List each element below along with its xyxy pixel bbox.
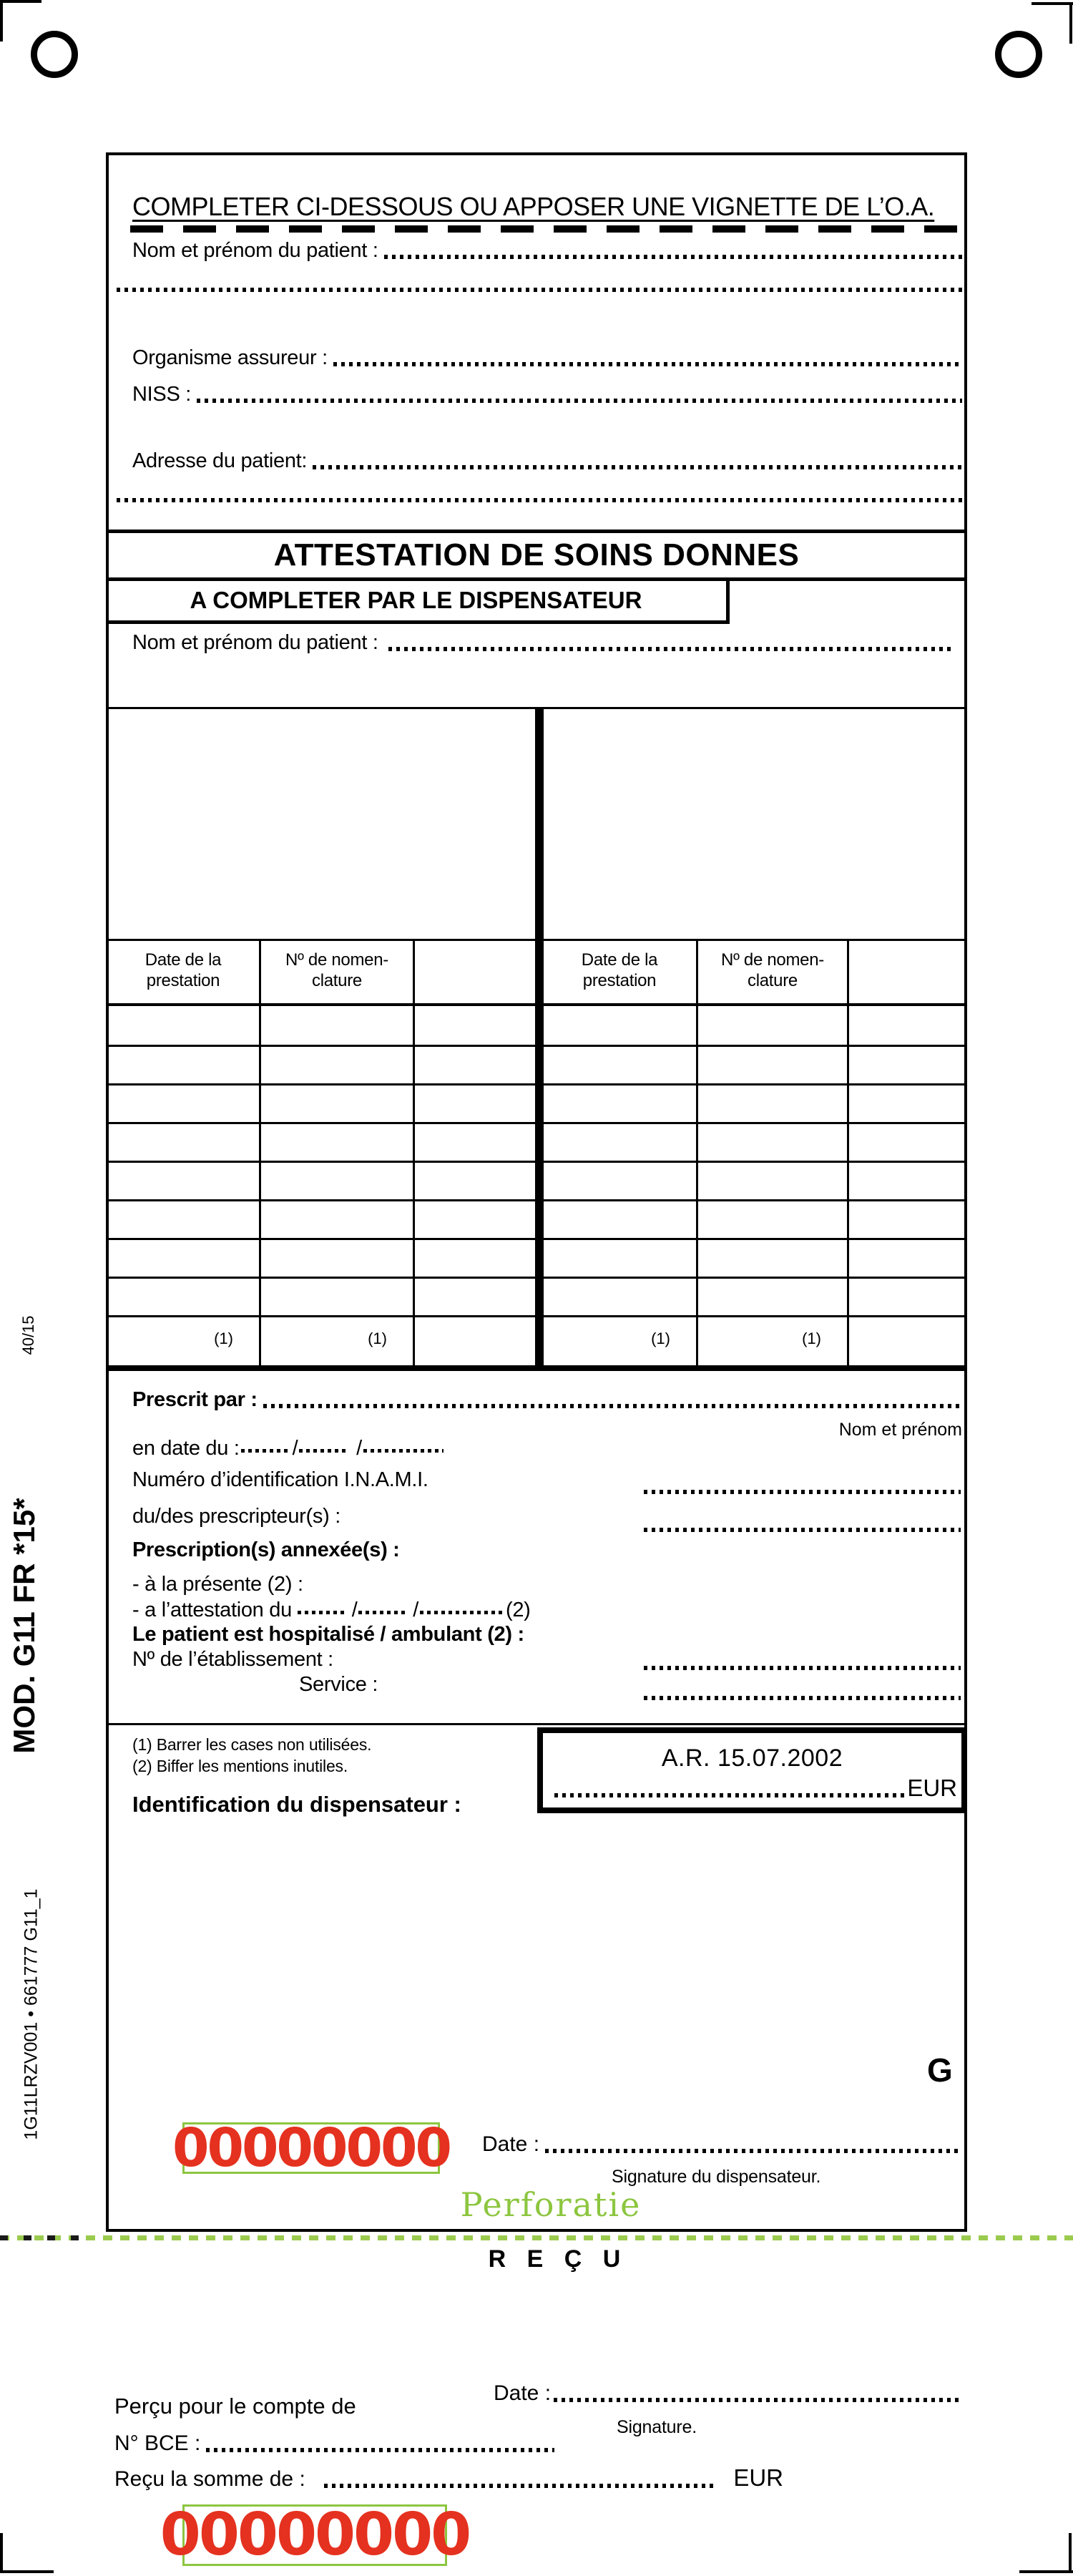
prescription-date-row: en date du : / / xyxy=(132,1437,445,1460)
crop-mark-bottom-left-h xyxy=(0,2570,54,2573)
table-col-line xyxy=(413,939,415,1371)
receipt-title: R E Ç U xyxy=(488,2245,628,2273)
address-field xyxy=(313,465,962,469)
amount-field xyxy=(554,1793,905,1797)
receipt-currency-label: EUR xyxy=(733,2464,783,2491)
annexed-label: Prescription(s) annexée(s) : xyxy=(132,1538,400,1561)
note-2: (2) Biffer les mentions inutiles. xyxy=(132,1757,348,1775)
g-marker: G xyxy=(927,2051,953,2089)
annexed-attestation-label: - a l’attestation du xyxy=(132,1599,292,1621)
receipt-date-row xyxy=(494,2381,962,2406)
section-divider-line xyxy=(106,1723,967,1725)
dispenser-date-label: Date : xyxy=(482,2132,540,2156)
prescribed-by-field xyxy=(263,1404,962,1408)
prescriber-label: du/des prescripteur(s) : xyxy=(132,1505,340,1528)
dispenser-patient-name-row xyxy=(132,631,955,655)
establishment-label: Nº de l’établissement : xyxy=(132,1648,333,1671)
crop-mark-top-right-h xyxy=(1032,2,1073,5)
amount-currency-label: EUR xyxy=(907,1775,957,1801)
prescriber-field xyxy=(644,1528,961,1532)
amount-box xyxy=(537,1727,967,1813)
address-field-line2 xyxy=(117,498,962,502)
insurer-row xyxy=(132,346,962,370)
amount-received-label: Reçu la somme de : xyxy=(114,2467,305,2491)
annexed-attestation-row: - a l’attestation du / / (2) xyxy=(132,1599,531,1621)
amount-received-field xyxy=(324,2484,715,2488)
vignette-dashed-line xyxy=(130,225,964,233)
inami-label: Numéro d’identification I.N.A.M.I. xyxy=(132,1468,428,1491)
niss-field xyxy=(197,399,962,403)
bce-row xyxy=(114,2431,554,2456)
insurer-field xyxy=(333,362,962,366)
table-header-date-right: Date de la prestation xyxy=(581,950,658,990)
table-header-nomen-right: Nº de nomen- clature xyxy=(721,950,824,990)
dispenser-patient-name-field xyxy=(388,647,955,651)
note-1: (1) Barrer les cases non utilisées. xyxy=(132,1735,372,1754)
print-code: 40/15 xyxy=(19,1315,37,1355)
footnote-marker: (1) xyxy=(802,1330,821,1347)
niss-row xyxy=(132,383,962,406)
dispenser-date-field xyxy=(545,2149,962,2153)
date-year-field xyxy=(363,1449,444,1453)
attestation-year-field xyxy=(420,1611,504,1614)
serial-number: 00000000 xyxy=(172,2117,450,2179)
footnote-marker: (1) xyxy=(214,1330,233,1347)
crop-mark-top-right-v xyxy=(1069,2,1072,44)
attestation-day-field xyxy=(298,1611,345,1614)
collected-for-label: Perçu pour le compte de xyxy=(114,2394,356,2419)
footnote-marker: (1) xyxy=(651,1330,670,1347)
punch-hole-right-icon xyxy=(995,31,1042,78)
prescribed-by-row xyxy=(132,1388,962,1412)
receipt-date-label: Date : xyxy=(494,2381,552,2405)
patient-name-field-line2 xyxy=(117,288,962,292)
bce-label: N° BCE : xyxy=(114,2431,201,2455)
table-header-nomen-left: Nº de nomen- clature xyxy=(285,950,388,990)
service-label: Service : xyxy=(299,1673,378,1696)
patient-name-label: Nom et prénom du patient : xyxy=(132,239,378,262)
footnote-marker: (1) xyxy=(368,1330,387,1347)
prescribed-by-label: Prescrit par : xyxy=(132,1388,258,1411)
inami-field xyxy=(644,1490,961,1494)
perforation-label: Perforatie xyxy=(460,2185,642,2224)
annexed-attestation-suffix: (2) xyxy=(505,1599,531,1621)
perforation-dash-line-dark xyxy=(0,2235,79,2240)
date-month-field xyxy=(299,1449,349,1453)
table-col-line xyxy=(847,939,849,1371)
receipt-signature-label: Signature. xyxy=(617,2417,697,2437)
name-hint: Nom et prénom xyxy=(838,1420,962,1440)
amount-received-row xyxy=(114,2464,783,2492)
serial-number-box xyxy=(172,2117,450,2179)
annexed-present-label: - à la présente (2) : xyxy=(132,1573,303,1596)
crop-mark-top-left-h xyxy=(0,0,41,3)
niss-label: NISS : xyxy=(132,383,191,406)
table-header-date-left: Date de la prestation xyxy=(144,950,222,990)
receipt-serial-number-box xyxy=(160,2501,470,2569)
crop-mark-bottom-right-h xyxy=(1019,2570,1073,2573)
receipt-date-field xyxy=(554,2398,962,2402)
hospitalized-label: Le patient est hospitalisé / ambulant (2) : xyxy=(132,1623,524,1646)
insurer-label: Organisme assureur : xyxy=(132,346,328,369)
dispenser-patient-name-label: Nom et prénom du patient : xyxy=(132,631,378,654)
punch-hole-left-icon xyxy=(31,31,78,78)
crop-mark-top-left-v xyxy=(0,0,3,42)
table-center-divider xyxy=(535,707,544,1371)
serial-code: 1G11LRZV001 • 661777 G11_1 xyxy=(21,1888,41,2140)
dispenser-date-row xyxy=(482,2132,962,2157)
mod-code: MOD. G11 FR *15* xyxy=(7,1498,41,1754)
vignette-header: COMPLETER CI-DESSOUS OU APPOSER UNE VIGNETTE DE L’O.A. xyxy=(132,192,935,221)
ar-date-text: A.R. 15.07.2002 xyxy=(661,1745,843,1772)
perforation-dash-line xyxy=(0,2235,1073,2240)
address-label: Adresse du patient: xyxy=(132,449,308,472)
table-col-line xyxy=(259,939,261,1371)
prescription-date-label: en date du : xyxy=(132,1437,240,1460)
receipt-serial-number: 00000000 xyxy=(160,2501,470,2569)
crop-mark-bottom-right-v xyxy=(1069,2533,1072,2573)
dispenser-signature-label: Signature du dispensateur. xyxy=(612,2167,821,2187)
form-subtitle: A COMPLETER PAR LE DISPENSATEUR xyxy=(106,581,730,624)
date-day-field xyxy=(241,1449,291,1453)
dispenser-id-label: Identification du dispensateur : xyxy=(132,1792,461,1817)
crop-mark-bottom-left-v xyxy=(0,2533,3,2573)
bce-field xyxy=(206,2448,554,2452)
table-col-line xyxy=(696,939,698,1371)
address-row xyxy=(132,449,962,473)
patient-name-row xyxy=(132,239,962,263)
patient-name-field xyxy=(384,255,962,259)
form-title: ATTESTATION DE SOINS DONNES xyxy=(106,530,967,581)
establishment-field xyxy=(644,1666,961,1670)
service-field xyxy=(644,1696,961,1700)
attestation-month-field xyxy=(358,1611,406,1614)
